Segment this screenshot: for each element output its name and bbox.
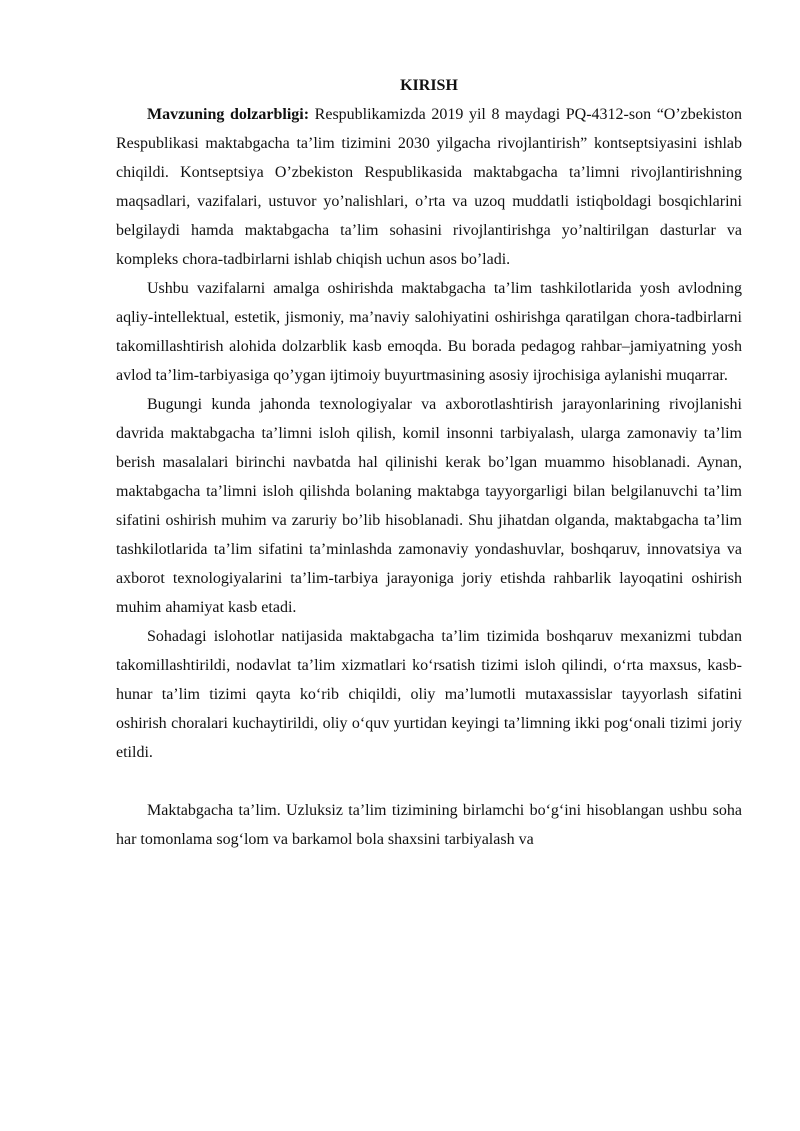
paragraph-1: [116, 100, 742, 274]
paragraph-4: Sohadagi islohotlar natijasida maktabgacha ta’lim tizimida boshqaruv mexanizmi tubdan takomillashtirildi, nodavlat ta’lim xizmatlari ko‘rsatish tizimi isloh qilindi, o‘rta maxsus, kasb-hunar ta’lim tizimi qayta ko‘rib chiqildi, oliy ma’lumotli mutaxassislar tayyorlash sifatini oshirish choralari kuchaytirildi, oliy o‘quv yurtidan keyingi ta’limning ikki pog‘onali tizimi joriy etildi.: [116, 628, 742, 761]
page-title: KIRISH: [400, 77, 458, 94]
paragraph-2: Ushbu vazifalarni amalga oshirishda maktabgacha ta’lim tashkilotlarida yosh avlodning aqliy-intellektual, estetik, jismoniy, ma’naviy salohiyatini oshirishga qaratilgan chora-tadbirlarni takomillashtirish alohida dolzarblik kasb emoqda. Bu borada pedagog rahbar–jamiyatning yosh avlod ta’lim-tarbiyasiga qo’ygan ijtimoiy buyurtmasining asosiy ijrochisiga aylanishi muqarrar.: [116, 280, 742, 384]
paragraph-text: Respublikamizda 2019 yil 8 maydagi PQ-4312-son “O’zbekiston Respublikasi maktabgacha ta’lim tizimini 2030 yilgacha rivojlantirish” kontseptsiyasini ishlab chiqildi. Kontseptsiya O’zbekiston Respublikasida maktabgacha ta’limni rivojlantirishning maqsadlari, vazifalari, ustuvor yo’nalishlari, o’rta va uzoq muddatli istiqboldagi bosqichlarini belgilaydi hamda maktabgacha ta’lim sohasini rivojlantirishga yo’naltirilgan dasturlar va kompleks chora-tadbirlarni ishlab chiqish uchun asos bo’ladi.: [116, 106, 742, 268]
paragraph-3: Bugungi kunda jahonda texnologiyalar va axborotlashtirish jarayonlarining rivojlanishi davrida maktabgacha ta’limni isloh qilish, komil insonni tarbiyalash, ularga zamonaviy ta’lim berish masalalari birinchi navbatda hal qilinishi kerak bo’lgan muammo hisoblanadi. Aynan, maktabgacha ta’limni isloh qilishda bolaning maktabga tayyorgarligi bilan belgilanuvchi ta’lim sifatini oshirish muhim va zaruriy bo’lib hisoblanadi. Shu jihatdan olganda, maktabgacha ta’lim tashkilotlarida ta’lim sifatini ta’minlashda zamonaviy yondashuvlar, boshqaruv, innovatsiya va axborot texnologiyalarini ta’lim-tarbiya jarayoniga joriy etishda rahbarlik layoqatini oshirish muhim ahamiyat kasb etadi.: [116, 396, 742, 616]
paragraph-spacer: [116, 767, 742, 796]
document-body: [116, 68, 742, 854]
paragraph-5: Maktabgacha ta’lim. Uzluksiz ta’lim tizimining birlamchi bo‘g‘ini hisoblangan ushbu soha har tomonlama sog‘lom va barkamol bola shaxsini tarbiyalash va: [116, 802, 742, 848]
paragraph-lead: Mavzuning dolzarbligi:: [147, 106, 310, 123]
